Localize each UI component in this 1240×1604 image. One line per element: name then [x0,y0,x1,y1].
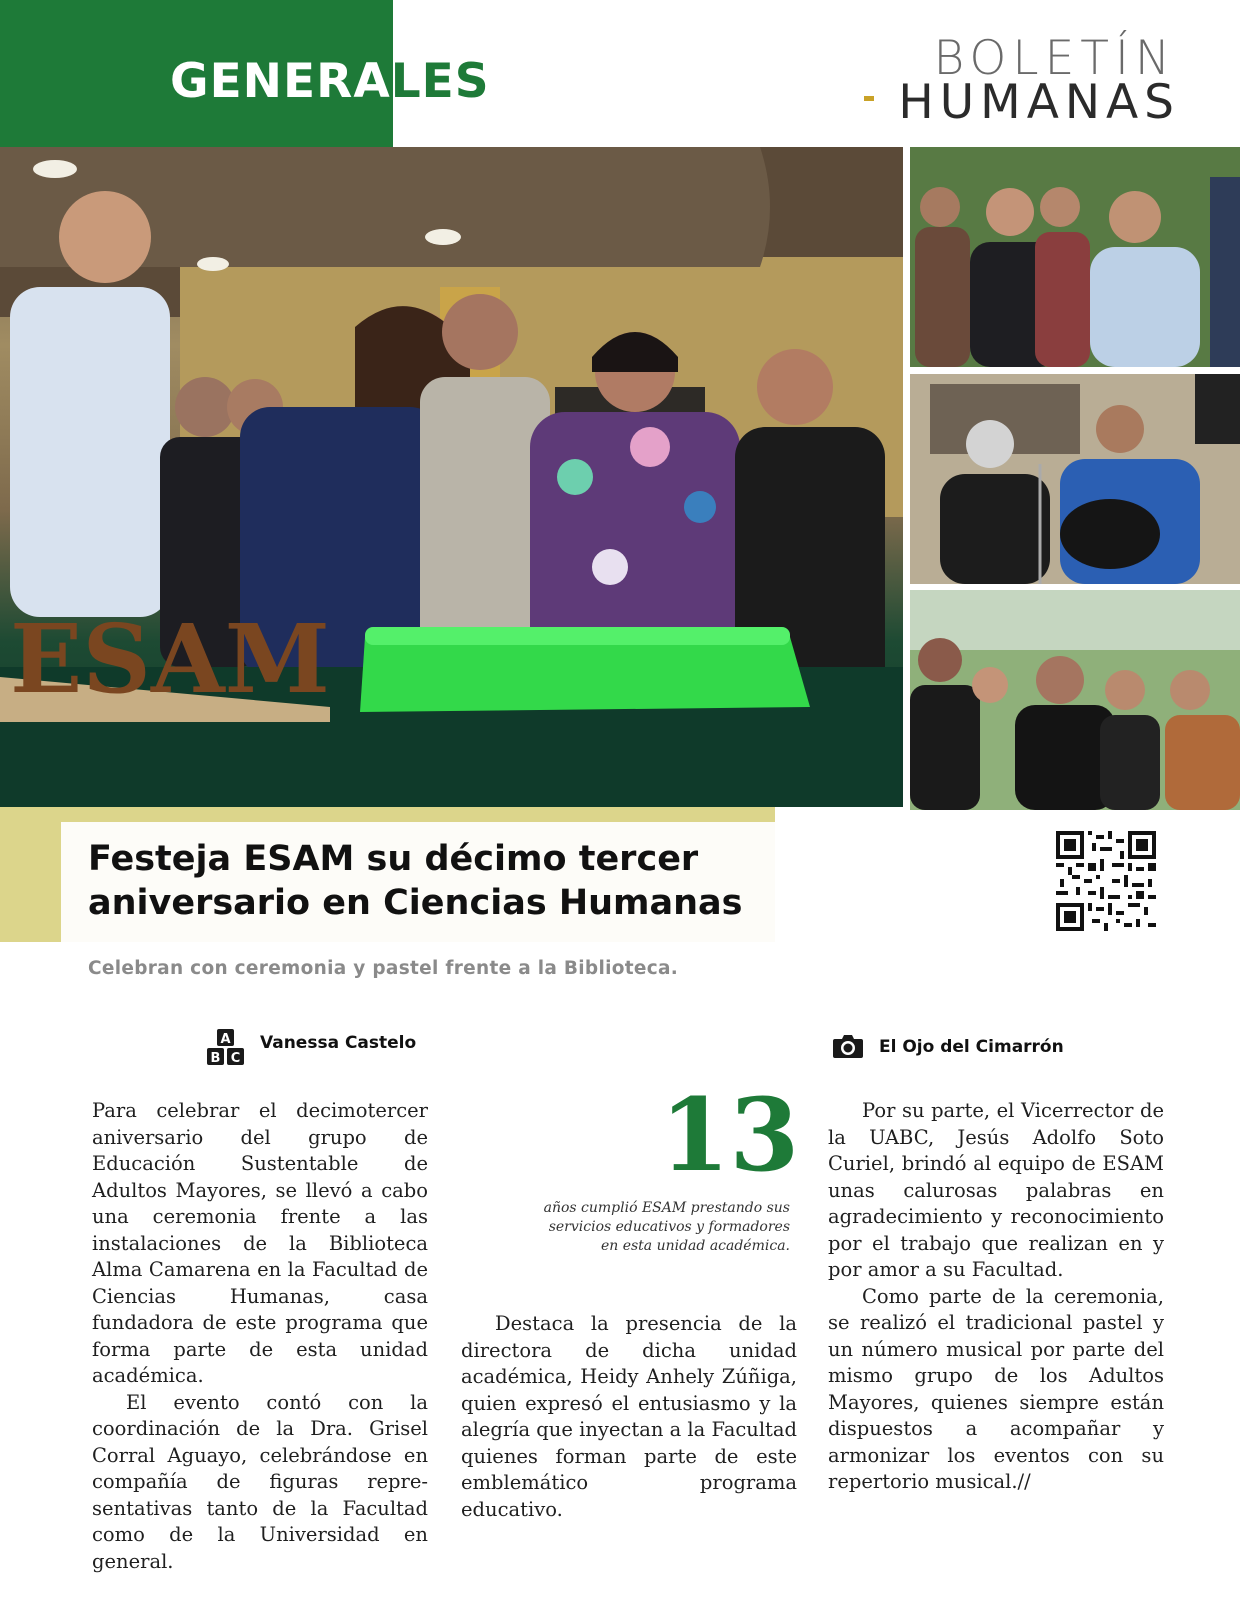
stat-number: 13 [660,1076,800,1194]
main-photo-illustration [0,147,903,807]
logo-word-top: BOLETÍN [933,31,1176,86]
block-letter-b: B [210,1051,221,1066]
paragraph: El evento contó con la coordinación de la Dra. Grisel Corral Aguayo, celebrándose en compañía de figuras repre-sentativas tanto de la Facultad como de la Universidad en general. [92,1390,428,1573]
esam-sign: ESAM [10,604,330,715]
article-headline: Festeja ESAM su décimo tercer aniversario en Ciencias Humanas [88,839,743,923]
camera-icon [832,1033,864,1059]
side-photo-seated-audience [910,590,1240,810]
boletin-humanas-logo [862,31,1180,130]
photo-credit: El Ojo del Cimarrón [879,1037,1064,1057]
side-photo-3-illustration [910,590,1240,810]
article-column-1 [92,1098,428,1575]
paragraph: Para celebrar el decimotercer aniversario del grupo de Educación Sustentable de Adultos Mayores, se llevó a cabo una ceremonia frente a las instalaciones de la Biblioteca Alma Camarena en la Facultad de Ciencias Humanas, casa fundadora de este programa que forma parte de esta unidad académica. [92,1099,428,1387]
logo-accent-mark [864,96,874,101]
block-letter-a: A [220,1032,231,1047]
logo-word-bottom: HUMANAS [898,75,1180,130]
author-name: Vanessa Castelo [260,1033,417,1053]
qr-code[interactable] [1056,831,1156,931]
side-photo-audience [910,147,1240,367]
article-column-2 [461,1311,797,1523]
block-letter-c: C [230,1051,241,1066]
section-title [170,52,490,112]
stat-caption: años cumplió ESAM prestando sus servicios educativos y formadores en esta unidad académica. [543,1200,790,1254]
article-column-3 [828,1098,1164,1496]
side-photo-musicians [910,374,1240,584]
section-title-part1: GENERA [170,54,391,109]
side-photo-1-illustration [910,147,1240,367]
paragraph: Destaca la presencia de la directora de dicha unidad académica, Heidy Anhely Zúñiga, quien expresó el entusiasmo y la alegría que inyectan a la Facultad quienes forman parte de este emblemático programa educativo. [461,1312,797,1521]
paragraph: Como parte de la ceremonia, se realizó el tradicional pastel y un número musical por parte del mismo grupo de los Adultos Mayores, quienes siempre están dispuestos a acompañar y armonizar los eventos con su repertorio musical.// [828,1284,1164,1493]
section-title-part2: LES [390,54,490,109]
main-photo-cake-cutting [0,147,903,807]
article-subtitle: Celebran con ceremonia y pastel frente a la Biblioteca. [88,958,679,979]
abc-blocks-icon [206,1028,246,1066]
side-photo-2-illustration [910,374,1240,584]
paragraph: Por su parte, el Vicerrector de la UABC, Jesús Adolfo Soto Curiel, brindó al equipo de ESAM unas calurosas palabras en agradecimiento y reconocimiento por el trabajo que realizan en y por amor a su Facultad. [828,1099,1164,1281]
